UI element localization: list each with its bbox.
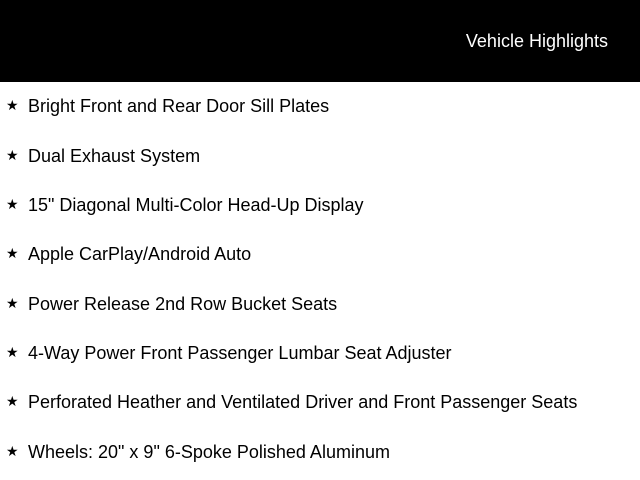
- list-item: [0, 292, 640, 316]
- feature-label: Wheels: 20" x 9" 6-Spoke Polished Aluminum: [28, 442, 390, 462]
- star-icon: ★: [6, 196, 19, 212]
- feature-label: Dual Exhaust System: [28, 146, 201, 166]
- page-title: Vehicle Highlights: [465, 31, 608, 51]
- star-icon: ★: [6, 393, 19, 409]
- star-icon: ★: [6, 147, 19, 163]
- feature-label: 4-Way Power Front Passenger Lumbar Seat Adjuster: [28, 343, 452, 363]
- star-icon: ★: [6, 443, 19, 459]
- star-icon: ★: [6, 97, 19, 113]
- feature-label: 15" Diagonal Multi-Color Head-Up Display: [28, 195, 364, 215]
- list-item: [0, 144, 640, 168]
- list-item: [0, 193, 640, 217]
- list-item: [0, 390, 640, 414]
- feature-label: Perforated Heather and Ventilated Driver and Front Passenger Seats: [28, 392, 578, 412]
- list-item: [0, 242, 640, 266]
- list-item: [0, 341, 640, 365]
- list-item: [0, 94, 640, 118]
- list-item: [0, 440, 640, 464]
- star-icon: ★: [6, 245, 19, 261]
- feature-label: Apple CarPlay/Android Auto: [28, 244, 252, 264]
- feature-label: Power Release 2nd Row Bucket Seats: [28, 294, 338, 314]
- star-icon: ★: [6, 344, 19, 360]
- feature-label: Bright Front and Rear Door Sill Plates: [28, 96, 330, 116]
- header-bar: [0, 0, 640, 82]
- star-icon: ★: [6, 295, 19, 311]
